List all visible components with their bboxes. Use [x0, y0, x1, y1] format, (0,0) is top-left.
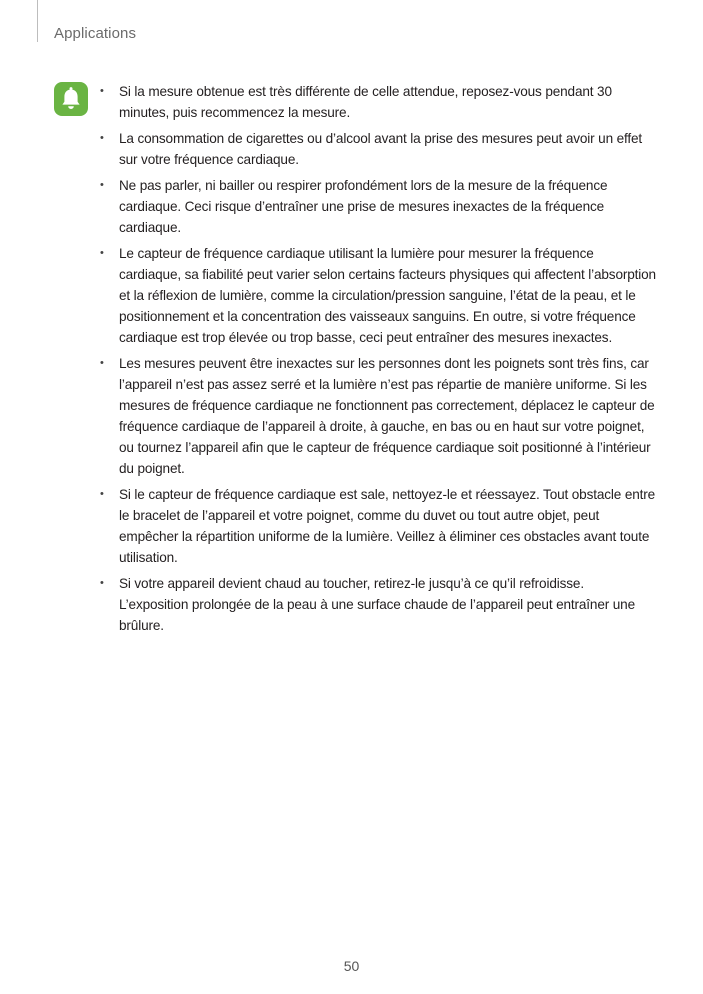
bullet-dot: •: [100, 85, 104, 97]
bullet-text: Ne pas parler, ni bailler ou respirer profondément lors de la mesure de la fréquence cardiaque. Ceci risque d’entraîner une prise de mesures inexactes de la fréquence cardiaque.: [119, 178, 608, 235]
bullet-dot: •: [100, 488, 104, 500]
header-divider: [37, 0, 38, 42]
note-bullet-list: [100, 81, 656, 641]
bullet-dot: •: [100, 357, 104, 369]
bullet-dot: •: [100, 132, 104, 144]
bullet-text: Le capteur de fréquence cardiaque utilisant la lumière pour mesurer la fréquence cardiaque, sa fiabilité peut varier selon certains facteurs physiques qui affectent l’absorption et la réflexion de lumière, comme la circulation/pression sanguine, l’état de la peau, et le positionnement et la concentration des vaisseaux sanguins. En outre, si votre fréquence cardiaque est trop élevée ou trop basse, ceci peut entraîner des mesures inexactes.: [119, 246, 656, 345]
bullet-dot: •: [100, 179, 104, 191]
list-item: [100, 353, 656, 479]
bullet-text: Si le capteur de fréquence cardiaque est sale, nettoyez-le et réessayez. Tout obstacle entre le bracelet de l’appareil et votre poignet, comme du duvet ou tout autre objet, peut empêcher la répartition uniforme de la lumière. Veillez à éliminer ces obstacles avant toute utilisation.: [119, 487, 656, 565]
section-title: Applications: [54, 25, 137, 42]
list-item: [100, 128, 656, 170]
bullet-dot: •: [100, 247, 104, 259]
list-item: [100, 573, 656, 636]
list-item: [100, 484, 656, 568]
bell-notice-icon: [54, 82, 88, 116]
page-number: 50: [343, 958, 360, 974]
bullet-text: Si votre appareil devient chaud au toucher, retirez-le jusqu’à ce qu’il refroidisse. L’exposition prolongée de la peau à une surface chaude de l’appareil peut entraîner une brûlure.: [119, 576, 635, 633]
list-item: [100, 81, 656, 123]
bullet-text: La consommation de cigarettes ou d’alcool avant la prise des mesures peut avoir un effet sur votre fréquence cardiaque.: [119, 131, 643, 167]
bullet-text: Les mesures peuvent être inexactes sur les personnes dont les poignets sont très fins, car l’appareil n’est pas assez serré et la lumière n’est pas répartie de manière uniforme. Si les mesures de fréquence cardiaque ne fonctionnent pas correctement, déplacez le capteur de fréquence cardiaque de l’appareil à droite, à gauche, en bas ou en haut sur votre poignet, ou tournez l’appareil afin que le capteur de fréquence cardiaque soit positionné à l’intérieur du poignet.: [119, 356, 655, 476]
bullet-text: Si la mesure obtenue est très différente de celle attendue, reposez-vous pendant 30 minutes, puis recommencez la mesure.: [119, 84, 612, 120]
list-item: [100, 243, 656, 348]
list-item: [100, 175, 656, 238]
bullet-dot: •: [100, 577, 104, 589]
